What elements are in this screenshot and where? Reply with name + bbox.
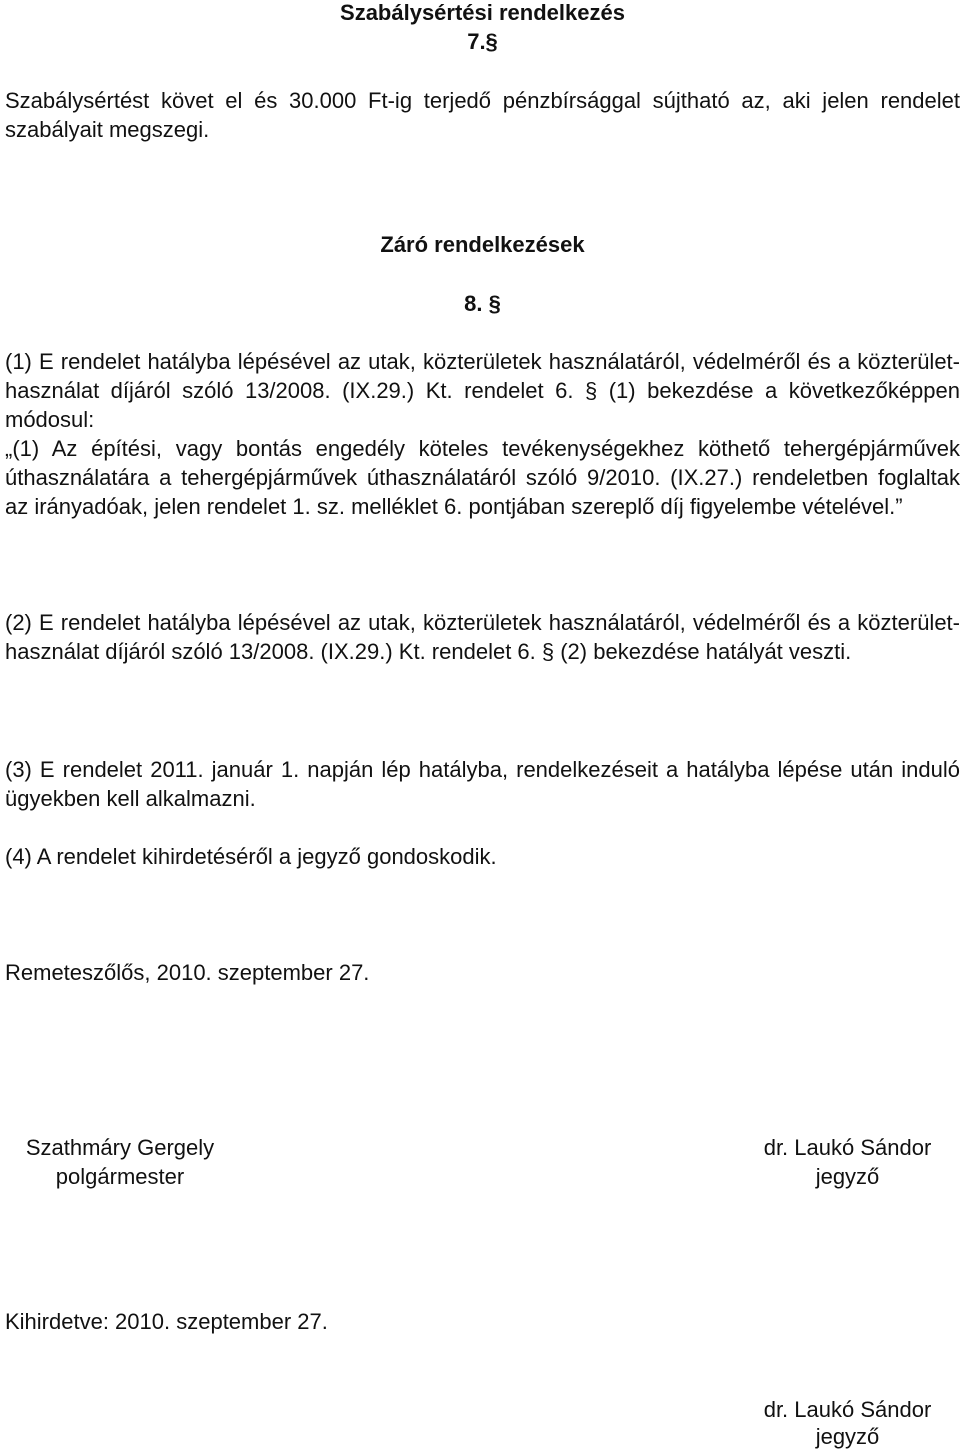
section-8-number: 8. § <box>464 291 501 316</box>
paragraph-2: (2) E rendelet hatályba lépésével az utak, közterületek használatáról, védelméről és a közterület-használat díjáról szóló 13/2008. (IX.29.) Kt. rendelet 6. § (2) bekezdése hatályát veszti. <box>5 610 960 664</box>
paragraph-3: (3) E rendelet 2011. január 1. napján lép hatályba, rendelkezéseit a hatályba lépése után induló ügyekben kell alkalmazni. <box>5 757 960 811</box>
paragraph-4: (4) A rendelet kihirdetéséről a jegyző gondoskodik. <box>5 844 497 869</box>
promulgation-text: Kihirdetve: 2010. szeptember 27. <box>5 1309 328 1334</box>
place-date: Remeteszőlős, 2010. szeptember 27. <box>5 960 370 985</box>
notary-name: dr. Laukó Sándor <box>763 1135 932 1160</box>
paragraph-1-main: (1) E rendelet hatályba lépésével az utak, közterületek használatáról, védelméről és a közterület-használat díjáról szóló 13/2008. (IX.29.) Kt. rendelet 6. § (1) bekezdése a következőképpen módosul: <box>5 349 960 432</box>
section-7-number: 7.§ <box>467 29 498 54</box>
closing-provisions-heading: Záró rendelkezések <box>380 232 585 257</box>
paragraph-1-quote: „(1) Az építési, vagy bontás engedély köteles tevékenységekhez köthető tehergépjárművek úthasználatára a tehergépjárművek úthasználatáról szóló 9/2010. (IX.27.) rendeletben foglaltak az irányadóak, jelen rendelet 1. sz. melléklet 6. pontjában szereplő díj figyelembe vételével.” <box>5 436 960 519</box>
mayor-name: Szathmáry Gergely <box>25 1135 215 1160</box>
section-7-heading: Szabálysértési rendelkezés <box>340 0 625 25</box>
section-7-text: Szabálysértést követ el és 30.000 Ft-ig terjedő pénzbírsággal sújtható az, aki jelen rendelet szabályait megszegi. <box>5 88 960 142</box>
promulgation-signer-name: dr. Laukó Sándor <box>763 1397 932 1422</box>
promulgation-signer-title: jegyző <box>815 1424 880 1449</box>
mayor-title: polgármester <box>55 1164 185 1189</box>
notary-title: jegyző <box>815 1164 880 1189</box>
